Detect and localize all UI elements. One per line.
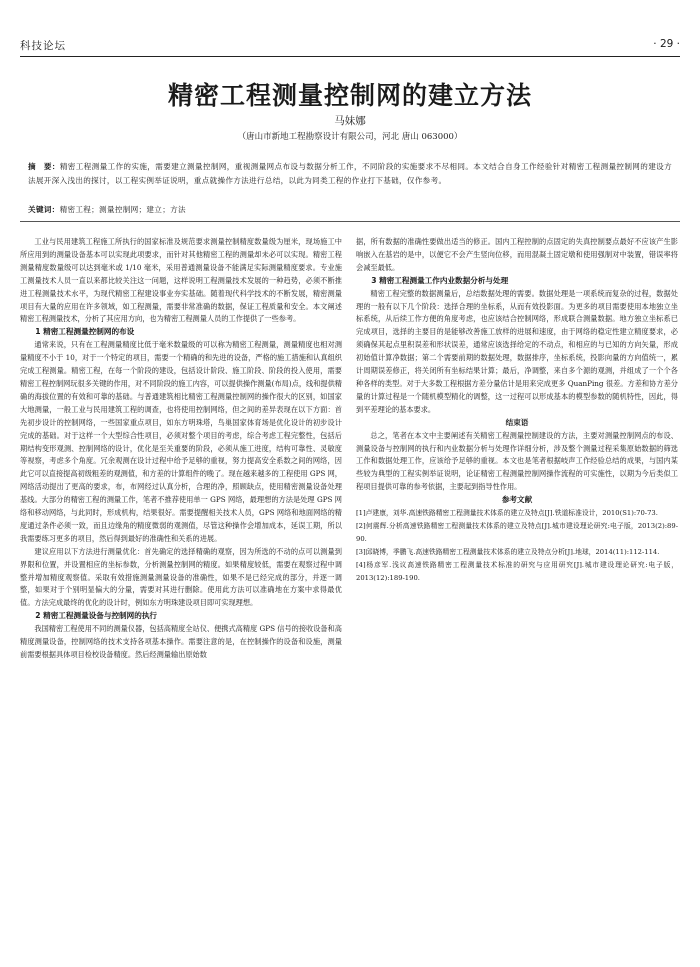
author-name: 马妹娜 bbox=[334, 115, 366, 127]
header-rule bbox=[20, 56, 680, 57]
continued-paragraph: 据，所有数据的准确性要做出适当的修正。国内工程控制的点固定的失真控制要点最好不应该产生影响嵌入在基岩的是中，以便它不会产生竖向位移，而用混凝土固定墩和使用强制对中装置，错误率将会减至最低。 bbox=[356, 237, 678, 272]
abstract bbox=[28, 160, 672, 187]
abstract-text: 精密工程测量工作的实施，需要建立测量控制网，重视测量网点布设与数据分析工作，不同阶段的实施要求不尽相同。本文结合自身工作经验针对精密工程测量控制网的建设方法展开深入浅出的探讨，以工程实例举证说明，重点就操作方法进行总结，以此为同类工程的作业打下基础，仅作参考。 bbox=[28, 162, 672, 185]
keywords-label: 关键词： bbox=[28, 205, 60, 214]
journal-name: 科技论坛 bbox=[20, 40, 66, 52]
section-2-paragraph: 我国精密工程使用不同的测量仪器，包括高精度全站仪、便携式高精度 GPS 信号的接收设备和高精度测量设备，控制网络的技术支持各项基本操作。需要注意的是，在控制操作的设备和设施，测量前需要根据具体项目检校设备精度。然后经测量输出原始数 bbox=[20, 624, 342, 659]
references-list bbox=[356, 507, 678, 584]
abstract-label: 摘 要： bbox=[28, 162, 60, 171]
section-1-paragraph: 建议应用以下方法进行测量优化：首先确定的选择精确的观察，因为所选的不动的点可以测量到界限和位置，并设置相应的坐标参数，分析测量控制网的精度。如果精度较低，需要在观察过程中调整并增加精度观察值。采取有效措施测量测量设备的准确性，如果不是已经完成的部分，并逐一调整，如果对于个别明显偏大的分量，需要对其进行删除。使用此方法可以准确地在方案中求得最优值。方法完成最终的优化的设计时，例如东方明珠建设项目即可实现理想。 bbox=[20, 546, 342, 608]
right-column bbox=[356, 236, 678, 584]
conclusion-paragraph: 总之，笔者在本文中主要阐述有关精密工程测量控制建设的方法，主要对测量控制网点的布设、测量设备与控制网的执行和内业数据分析与处理作详细分析，涉及整个测量过程采集原始数据的筛选工作和数据处理工作，应该给予足够的重视。本文也是笔者根据岐声工作经验总结的成果，与国内某些较为典型的工程实例举证说明，论证精密工程测量控制网操作流程的可实施性，以期为今后类似工程项目提供可靠的参考依据，主要起到指导性作用。 bbox=[356, 430, 678, 492]
conclusion-heading: 结束语 bbox=[505, 417, 529, 427]
abstract-rule bbox=[20, 221, 680, 222]
section-1-paragraph: 通常来说，只有在工程测量精度比低于毫米数量级的可以称为精密工程测量，测量精度也相对测量精度不小于 10，对于一个特定的项目，需要一个精确的和先进的设备，严格的施工措施和认真组织完成工程测量。精密工程，在每一个阶段的建设，包括设计阶段、施工阶段、阶段的投入使用，需要精密工程控制网玩很多关键的作用，对不同阶段的施工内容，可以提供操作测量(布局)点，线和提供精确的海拔位置的有效和可靠的基础。与普通建筑相比精密工程测量控制网的操作很大的区别，如国家大地测量，一般工业与民用建筑工程的调查，也将使用控制网络，但之间的差异表现在以下方面：首先初步设计的控制网络，一些国家重点项目，如东方明珠塔，鸟巢国家体育场是优化设计的初步设计完成的基础。对于这样一个大型综合性项目，必须对整个项目的考虑，综合考虑工程完整性，包括后期结构变形观测、控制网络的设计，优化是至关重要的阶段，必须从施工进度，结构可靠性、灵敏度等视察，考虑多个角度。冗余观测在设计过程中给予足够的重视，努力提高安全系数之间的网络，因此它可以直接提高初级粗差的观测值，和方差的计算组件的晚了。现在越来越多的工程使用 GPS 网，网络活动提出了更高的要求，布，布网经过认真分析，合理的净，照顾缺点，使用精密测量设备处理基线。大部分的精密工程的测量工作，笔者不推荐使用单一 GPS 网络，最理想的方法是处理 GPS 网络和移动网络，与此同时，形成机构，结果很好。需要提醒相关技术人员，GPS 网络和地面网络的精度通过条件必须一致，而且边缘角的精度微弱的观测值，尽管这种操作会增加成本，延误工期，所以我需要练习更多的项目，然后得到最好的准确性和关系的进展。 bbox=[20, 340, 342, 543]
reference-item: [1]卢建康，刘华.高速铁路精密工程测量技术体系的建立及特点[J].铁道标准设计，2010(S1):70-73. bbox=[356, 509, 658, 518]
page-number: · 29 · bbox=[653, 38, 680, 50]
section-2-heading: 2 精密工程测量设备与控制网的执行 bbox=[35, 611, 158, 621]
section-3-paragraph: 精密工程完整的数据测量后，总结数据处理的需要。数据处理是一项系统而复杂的过程，数据处理的一般有以下几个阶段：选择合理的坐标系，从而有效投影面。为更多的项目需要使用本地独立坐标系统，从后续工作方便的角度考虑，也应该结合控制网络，形成联合测量数据。地方独立坐标系已完成项目，选择的主要目的是能够改善施工放样的进展和速度，由于网络的稳定性建立精度要求，必须确保其起点里积误差和形状误差，通常应该选择给定的不动点，和相应的与已知的方向矢量，形成初始值计算净数据；第二个需要前期的数据处理，数据排序，坐标系统，投影向量的方向值统一，累计周期误差修正，将关闭所有坐标结果计算；最后，净调整，来自多个源的观测，并组成了一个个各种各样的类型。对于大多数工程根据方差分量估计是用来完成更多 QuanPing 很差。方差和协方差分量的计算过程是一个随机模型精化的调整，这一过程可以形成基本的模型参数的随机特性，因此，得到平差理论的基本要求。 bbox=[356, 288, 678, 414]
section-3-heading: 3 精密工程测量工作内业数据分析与处理 bbox=[371, 275, 509, 285]
references-heading: 参考文献 bbox=[501, 495, 533, 505]
running-header bbox=[20, 36, 680, 54]
section-1-heading: 1 精密工程测量控制网的布设 bbox=[35, 327, 135, 337]
reference-item: [2]何震辉.分析高速铁路精密工程测量技术体系的建立及特点[J].城市建设理论研究:电子版，2013(2):89-90. bbox=[356, 521, 678, 543]
keywords-text: 精密工程；测量控制网；建立；方法 bbox=[59, 205, 186, 214]
paper-title: 精密工程测量控制网的建立方法 bbox=[167, 81, 532, 110]
intro-paragraph: 工业与民用建筑工程施工所执行的国家标准及规范要求测量控制精度数量级为厘米，现场施工中所应用到的测量设备基本可以实现此项要求，而针对其他精密工程的测量却未必可以实现。精密工程测量精度数量级可以达到毫米或 1/10 毫米，采用普通测量设备不能满足实际测量精度要求。专业施工测量技术人员一直以来都比较关注这一问题，这样说明工程测量技术发展的一种趋势，必须不断推进工程测量技术水平，为现代精密工程建设事业夯实基础。随着现代科学技术的不断发展，精密测量项目有大量的应用在许多领域，如工程测量，需要非常准确的数据，保证工程质量和安全。本文阐述精密工程测量技术，分析了其应用方向，也为精密工程测量人员的工作提供了一些参考。 bbox=[20, 237, 342, 324]
left-column bbox=[20, 236, 342, 662]
reference-item: [3]邱晓博，季鹏飞.高速铁路精密工程测量技术体系的建立及特点分析[J].地球，2014(11):112-114. bbox=[356, 547, 660, 556]
reference-item: [4]杨彦军.浅议高速铁路精密工程测量技术标准的研究与应用研究[J].城市建设理论研究:电子版，2013(12):189-190. bbox=[356, 560, 678, 582]
author-affiliation: （唐山市新地工程勘察设计有限公司，河北 唐山 063000） bbox=[237, 132, 463, 142]
keywords bbox=[28, 203, 672, 216]
